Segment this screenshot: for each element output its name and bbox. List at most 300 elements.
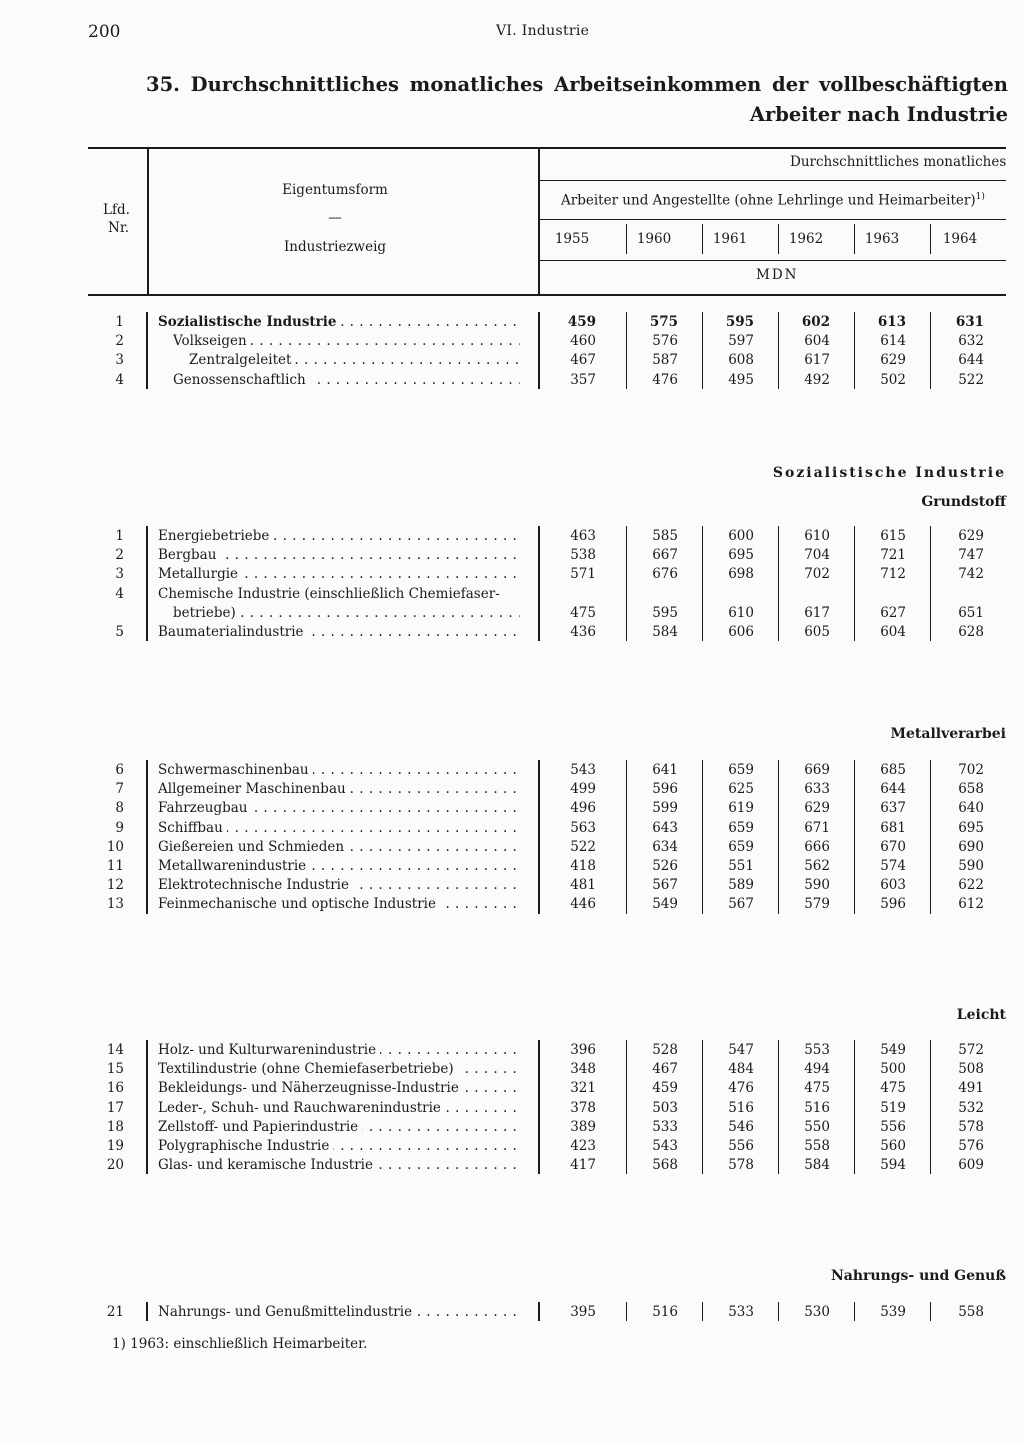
block-column-rule (778, 526, 779, 641)
row-label-text: Metallwarenindustrie (158, 858, 310, 874)
value-cell-1962: 604 (804, 333, 830, 350)
block-column-rule (702, 312, 703, 389)
chapter-heading: VI. Industrie (496, 23, 590, 39)
block-column-rule (538, 760, 540, 914)
row-label-text: betriebe) (173, 605, 240, 621)
table-row (0, 566, 1024, 585)
value-cell-1955: 499 (570, 781, 596, 798)
value-cell-1955: 543 (570, 762, 596, 778)
year-header-1960: 1960 (636, 231, 672, 247)
header-bottom-rule (88, 294, 1006, 296)
value-cell-1955: 538 (570, 547, 596, 564)
value-cell-1955: 496 (570, 800, 596, 817)
value-cell-1964: 532 (958, 1099, 984, 1116)
value-cell-1961: 556 (728, 1138, 754, 1154)
value-cell-1964: 612 (958, 896, 984, 913)
value-cell-1963: 721 (880, 547, 906, 564)
value-cell-1961: 495 (728, 371, 754, 388)
block-column-rule (538, 526, 540, 641)
row-number: 10 (106, 838, 124, 855)
block-column-rule (778, 760, 779, 914)
value-cell-1960: 568 (652, 1157, 678, 1174)
value-cell-1955: 417 (570, 1157, 596, 1174)
row-label (158, 1157, 520, 1173)
row-label (158, 1119, 520, 1135)
value-cell-1961: 533 (728, 1304, 754, 1320)
value-cell-1960: 476 (652, 371, 678, 388)
value-cell-1955: 463 (570, 528, 596, 544)
row-label-text: Textilindustrie (ohne Chemiefaserbetriebe) (158, 1061, 458, 1077)
value-cell-1964: 644 (958, 352, 984, 369)
header-nr: Nr. (108, 220, 130, 236)
value-cell-1961: 698 (728, 566, 754, 583)
value-cell-1961: 476 (728, 1080, 754, 1097)
block-column-rule (854, 760, 855, 914)
row-label-text: Chemische Industrie (einschließlich Chemiefaser- (158, 586, 504, 602)
value-cell-1961: 567 (728, 896, 754, 913)
row-label-text: Feinmechanische und optische Industrie (158, 896, 440, 912)
value-cell-1962: 671 (804, 819, 830, 836)
header-divider-nr (147, 149, 149, 294)
block-column-rule (854, 526, 855, 641)
header-group-sub-text: Arbeiter und Angestellte (ohne Lehrlinge und Heimarbeiter) (561, 192, 976, 209)
row-label-text: Metallurgie (158, 566, 242, 582)
value-cell-1955: 481 (570, 877, 596, 894)
value-cell-1963: 615 (880, 528, 906, 544)
value-cell-1962: 666 (804, 838, 830, 855)
row-label (158, 1100, 520, 1116)
table-row (0, 352, 1024, 371)
value-cell-1962: 584 (804, 1157, 830, 1174)
table-row (0, 820, 1024, 839)
table-row (0, 858, 1024, 877)
value-cell-1963: 560 (880, 1138, 906, 1154)
value-cell-1964: 578 (958, 1118, 984, 1135)
block-column-rule (626, 1302, 627, 1321)
value-cell-1955: 395 (570, 1304, 596, 1320)
value-cell-1960: 467 (652, 1061, 678, 1078)
value-cell-1955: 423 (570, 1138, 596, 1154)
row-label-text: Polygraphische Industrie (158, 1138, 333, 1154)
row-number: 7 (115, 781, 124, 798)
value-cell-1960: 643 (652, 819, 678, 836)
value-cell-1964: 609 (958, 1157, 984, 1174)
value-cell-1962: 558 (804, 1138, 830, 1154)
row-label-text: Schwermaschinenbau (158, 762, 313, 778)
value-cell-1963: 627 (880, 604, 906, 621)
value-cell-1955: 396 (570, 1042, 596, 1058)
block-left-rule (146, 1040, 148, 1174)
row-number: 3 (115, 566, 124, 583)
value-cell-1961: 659 (728, 762, 754, 778)
value-cell-1961: 610 (728, 604, 754, 621)
row-number: 13 (106, 896, 124, 913)
block-column-rule (626, 312, 627, 389)
value-cell-1964: 651 (958, 604, 984, 621)
row-number: 9 (115, 819, 124, 836)
row-label-text: Zellstoff- und Papierindustrie (158, 1119, 362, 1135)
block-column-rule (930, 526, 931, 641)
subsection-heading-nahrung: Nahrungs- und Genuß (830, 1268, 1006, 1284)
value-cell-1961: 597 (728, 333, 754, 350)
table-title: 35. Durchschnittliches monatliches Arbeitseinkommen der vollbeschäftigten Arbeiter nach Industrie (146, 73, 1008, 126)
block-column-rule (538, 1040, 540, 1174)
block-left-rule (146, 312, 148, 389)
row-label (173, 372, 520, 388)
value-cell-1963: 670 (880, 838, 906, 855)
row-label-text: Glas- und keramische Industrie (158, 1157, 377, 1173)
row-label (158, 800, 520, 816)
row-label (158, 877, 520, 893)
value-cell-1962: 633 (804, 781, 830, 798)
value-cell-1961: 595 (725, 314, 754, 330)
value-cell-1961: 551 (728, 858, 754, 874)
value-cell-1961: 589 (728, 877, 754, 894)
value-cell-1962: 617 (804, 604, 830, 621)
header-lfd: Lfd. (103, 202, 130, 218)
row-label (158, 1061, 520, 1077)
row-label-text: Nahrungs- und Genußmittelindustrie (158, 1304, 416, 1320)
table-row (0, 1061, 1024, 1080)
value-cell-1960: 528 (652, 1042, 678, 1058)
table-row (0, 624, 1024, 643)
value-cell-1955: 389 (570, 1118, 596, 1135)
value-cell-1963: 614 (880, 333, 906, 350)
value-cell-1962: 605 (804, 624, 830, 640)
block-column-rule (854, 312, 855, 389)
block-column-rule (778, 312, 779, 389)
value-cell-1960: 584 (652, 624, 678, 640)
value-cell-1964: 628 (958, 624, 984, 640)
value-cell-1963: 637 (880, 800, 906, 817)
block-column-rule (930, 1040, 931, 1174)
row-label (158, 566, 520, 582)
row-label-text: Volkseigen (173, 333, 251, 349)
value-cell-1960: 587 (652, 352, 678, 369)
value-cell-1960: 516 (652, 1304, 678, 1320)
year-separator (702, 224, 703, 254)
block-column-rule (930, 312, 931, 389)
value-cell-1960: 595 (652, 604, 678, 621)
row-label (158, 528, 520, 544)
table-row (0, 839, 1024, 858)
value-cell-1962: 494 (804, 1061, 830, 1078)
table-row (0, 1080, 1024, 1099)
block-column-rule (538, 1302, 540, 1321)
year-separator (854, 224, 855, 254)
row-label (189, 352, 520, 368)
row-label-text: Leder-, Schuh- und Rauchwarenindustrie (158, 1100, 445, 1116)
value-cell-1964: 622 (958, 877, 984, 894)
value-cell-1963: 681 (880, 819, 906, 836)
block-column-rule (702, 1040, 703, 1174)
row-label-text: Fahrzeugbau (158, 800, 251, 816)
header-group-top: Durchschnittliches monatliches (790, 154, 1007, 170)
row-number: 17 (106, 1099, 124, 1116)
row-number: 14 (106, 1042, 124, 1058)
value-cell-1955: 475 (570, 604, 596, 621)
header-group-rule (540, 180, 1006, 181)
row-number: 18 (106, 1118, 124, 1135)
table-row (0, 372, 1024, 391)
value-cell-1964: 629 (958, 528, 984, 544)
block-column-rule (538, 312, 540, 389)
value-cell-1964: 508 (958, 1061, 984, 1078)
value-cell-1960: 543 (652, 1138, 678, 1154)
header-eigentumsform: Eigentumsform (282, 182, 388, 198)
value-cell-1964: 742 (958, 566, 984, 583)
row-number: 4 (115, 371, 124, 388)
row-number: 1 (115, 314, 124, 330)
table-row (0, 1042, 1024, 1061)
year-header-1955: 1955 (554, 231, 590, 247)
value-cell-1962: 629 (804, 800, 830, 817)
value-cell-1963: 574 (880, 858, 906, 874)
row-label-text: Schiffbau (158, 820, 227, 836)
row-label (158, 586, 520, 602)
row-label (158, 314, 520, 330)
subsection-heading-grundstoff: Grundstoff (921, 494, 1006, 510)
row-label (158, 839, 520, 855)
value-cell-1962: 550 (804, 1118, 830, 1135)
row-number: 15 (106, 1061, 124, 1078)
header-sub-rule (540, 219, 1006, 220)
value-cell-1963: 603 (880, 877, 906, 894)
value-cell-1960: 634 (652, 838, 678, 855)
value-cell-1963: 594 (880, 1157, 906, 1174)
value-cell-1964: 702 (958, 762, 984, 778)
header-year-rule (540, 260, 1006, 261)
value-cell-1961: 546 (728, 1118, 754, 1135)
header-unit: MDN (756, 267, 799, 283)
value-cell-1960: 599 (652, 800, 678, 817)
block-column-rule (702, 1302, 703, 1321)
subsection-heading-leicht: Leicht (956, 1007, 1006, 1023)
value-cell-1955: 446 (570, 896, 596, 913)
value-cell-1955: 321 (570, 1080, 596, 1097)
subsection-heading-metallverarbei: Metallverarbei (890, 726, 1006, 742)
row-number: 19 (106, 1138, 124, 1154)
footnote-text: 1963: einschließlich Heimarbeiter. (130, 1336, 368, 1352)
value-cell-1962: 530 (804, 1304, 830, 1320)
row-label-text: Elektrotechnische Industrie (158, 877, 353, 893)
table-row (0, 586, 1024, 605)
table-row (0, 1157, 1024, 1176)
row-label (173, 333, 520, 349)
table-row (0, 314, 1024, 333)
value-cell-1963: 596 (880, 896, 906, 913)
row-number: 16 (106, 1080, 124, 1097)
value-cell-1961: 484 (728, 1061, 754, 1078)
value-cell-1963: 502 (880, 371, 906, 388)
value-cell-1964: 522 (958, 371, 984, 388)
block-column-rule (778, 1302, 779, 1321)
value-cell-1955: 357 (570, 371, 596, 388)
value-cell-1961: 606 (728, 624, 754, 640)
value-cell-1955: 418 (570, 858, 596, 874)
value-cell-1964: 572 (958, 1042, 984, 1058)
value-cell-1961: 600 (728, 528, 754, 544)
value-cell-1962: 602 (801, 314, 830, 330)
value-cell-1961: 659 (728, 819, 754, 836)
header-industriezweig: Industriezweig (283, 239, 387, 255)
value-cell-1964: 491 (958, 1080, 984, 1097)
block-left-rule (146, 760, 148, 914)
year-header-1963: 1963 (864, 231, 900, 247)
value-cell-1960: 596 (652, 781, 678, 798)
value-cell-1963: 613 (877, 314, 906, 330)
value-cell-1964: 695 (958, 819, 984, 836)
row-label (158, 781, 520, 797)
table-row (0, 528, 1024, 547)
value-cell-1960: 575 (649, 314, 678, 330)
row-label-text: Bergbau (158, 547, 220, 563)
table-row (0, 605, 1024, 624)
value-cell-1964: 747 (958, 547, 984, 564)
block-left-rule (146, 526, 148, 641)
value-cell-1960: 503 (652, 1099, 678, 1116)
block-left-rule (146, 1302, 148, 1321)
row-number: 11 (106, 858, 124, 874)
row-number: 6 (115, 762, 124, 778)
year-header-1961: 1961 (712, 231, 748, 247)
value-cell-1955: 378 (570, 1099, 596, 1116)
value-cell-1962: 617 (804, 352, 830, 369)
value-cell-1962: 610 (804, 528, 830, 544)
table-row (0, 1100, 1024, 1119)
year-header-1964: 1964 (942, 231, 978, 247)
value-cell-1960: 459 (652, 1080, 678, 1097)
value-cell-1955: 563 (570, 819, 596, 836)
value-cell-1961: 608 (728, 352, 754, 369)
value-cell-1963: 500 (880, 1061, 906, 1078)
block-column-rule (702, 760, 703, 914)
row-number: 4 (115, 585, 124, 602)
value-cell-1963: 644 (880, 781, 906, 798)
value-cell-1960: 533 (652, 1118, 678, 1135)
row-label-text: Zentralgeleitet (189, 352, 295, 368)
row-number: 12 (106, 877, 124, 894)
value-cell-1964: 576 (958, 1138, 984, 1154)
row-number: 1 (115, 528, 124, 544)
value-cell-1963: 539 (880, 1304, 906, 1320)
value-cell-1961: 625 (728, 781, 754, 798)
row-label (158, 547, 520, 563)
value-cell-1955: 460 (570, 333, 596, 350)
value-cell-1960: 676 (652, 566, 678, 583)
value-cell-1963: 712 (880, 566, 906, 583)
row-label (158, 1042, 520, 1058)
value-cell-1962: 562 (804, 858, 830, 874)
header-divider-label (538, 149, 540, 294)
value-cell-1963: 475 (880, 1080, 906, 1097)
table-row (0, 781, 1024, 800)
block-column-rule (778, 1040, 779, 1174)
row-number: 3 (115, 352, 124, 369)
value-cell-1962: 553 (804, 1042, 830, 1058)
footnote-reference: 1) (975, 192, 985, 202)
row-label-text: Baumaterialindustrie (158, 624, 308, 640)
block-column-rule (626, 760, 627, 914)
value-cell-1955: 348 (570, 1061, 596, 1078)
value-cell-1960: 667 (652, 547, 678, 564)
value-cell-1961: 695 (728, 547, 754, 564)
row-number: 2 (115, 547, 124, 564)
row-label-text: Bekleidungs- und Näherzeugnisse-Industrie (158, 1080, 463, 1096)
value-cell-1955: 571 (570, 566, 596, 583)
row-label (158, 858, 520, 874)
block-column-rule (702, 526, 703, 641)
row-label-text: Genossenschaftlich (173, 372, 310, 388)
year-header-1962: 1962 (788, 231, 824, 247)
block-column-rule (930, 760, 931, 914)
value-cell-1964: 632 (958, 333, 984, 350)
value-cell-1955: 522 (570, 838, 596, 855)
value-cell-1962: 492 (804, 371, 830, 388)
block-column-rule (626, 526, 627, 641)
row-number: 20 (106, 1157, 124, 1174)
value-cell-1955: 436 (570, 624, 596, 640)
value-cell-1960: 526 (652, 858, 678, 874)
value-cell-1960: 567 (652, 877, 678, 894)
value-cell-1960: 641 (652, 762, 678, 778)
value-cell-1964: 690 (958, 838, 984, 855)
footnote (112, 1336, 367, 1352)
row-label (173, 605, 520, 621)
value-cell-1964: 558 (958, 1304, 984, 1320)
table-row (0, 547, 1024, 566)
page-number: 200 (88, 22, 121, 42)
value-cell-1955: 459 (567, 314, 596, 330)
value-cell-1961: 659 (728, 838, 754, 855)
value-cell-1963: 549 (880, 1042, 906, 1058)
row-number: 8 (115, 800, 124, 817)
row-number: 5 (115, 624, 124, 640)
footnote-mark: 1) (112, 1336, 126, 1352)
table-row (0, 1119, 1024, 1138)
value-cell-1964: 658 (958, 781, 984, 798)
value-cell-1962: 475 (804, 1080, 830, 1097)
header-group-sub (561, 192, 985, 209)
row-label (158, 1080, 520, 1096)
table-row (0, 896, 1024, 915)
row-label (158, 820, 520, 836)
value-cell-1962: 702 (804, 566, 830, 583)
value-cell-1961: 578 (728, 1157, 754, 1174)
value-cell-1961: 547 (728, 1042, 754, 1058)
value-cell-1962: 704 (804, 547, 830, 564)
value-cell-1960: 549 (652, 896, 678, 913)
table-row (0, 1304, 1024, 1323)
row-label-text: Allgemeiner Maschinenbau (158, 781, 350, 797)
value-cell-1964: 590 (958, 858, 984, 874)
value-cell-1960: 585 (652, 528, 678, 544)
block-column-rule (930, 1302, 931, 1321)
row-label (158, 1304, 520, 1320)
header-dash: — (328, 210, 342, 226)
table-row (0, 877, 1024, 896)
row-label (158, 624, 520, 640)
value-cell-1962: 590 (804, 877, 830, 894)
section-heading-sozialistische-industrie: Sozialistische Industrie (772, 465, 1006, 481)
table-row (0, 1138, 1024, 1157)
row-number: 2 (115, 333, 124, 350)
table-row (0, 333, 1024, 352)
row-label (158, 896, 520, 912)
value-cell-1964: 640 (958, 800, 984, 817)
row-label (158, 762, 520, 778)
value-cell-1962: 579 (804, 896, 830, 913)
